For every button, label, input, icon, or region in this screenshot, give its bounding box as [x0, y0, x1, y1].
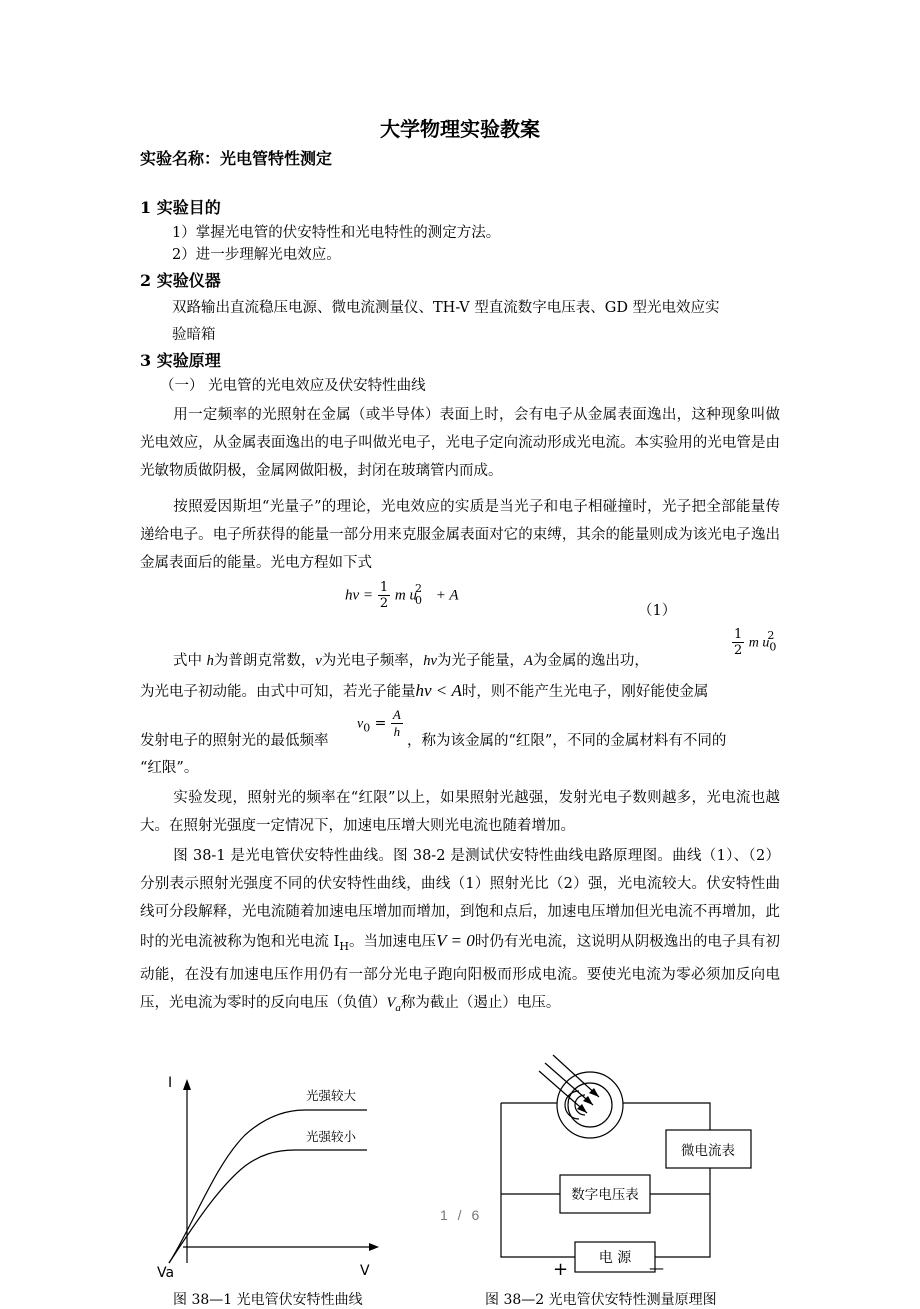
origin-label: Va: [157, 1265, 175, 1281]
negative-terminal-label: —: [649, 1259, 664, 1277]
x-axis-label: V: [360, 1263, 370, 1279]
curve-strong-label: 光强较大: [306, 1088, 357, 1103]
purpose-item-1: 1）掌握光电管的伏安特性和光电特性的测定方法。: [172, 225, 501, 241]
positive-terminal-label: +: [553, 1259, 569, 1280]
section-heading-instruments: 2 实验仪器: [140, 271, 221, 290]
y-axis-arrow: [183, 1079, 191, 1090]
paragraph-einstein: 按照爱因斯坦“光量子”的理论，光电效应的实质是当光子和电子相碰撞时，光子把全部能量传递给电子。电子所获得的能量一部分用来克服金属表面对它的束缚，其余的能量则成为该光电子逸出金属表面后的能量。光电方程如下式: [140, 499, 780, 572]
section-heading-principle: 3 实验原理: [140, 351, 221, 370]
paragraph-symbols-line-1: 式中 h为普朗克常数，ν为光电子频率，hν为光子能量，A为金属的逸出功，: [173, 653, 649, 669]
figure-2-caption: 图 38—2 光电管伏安特性测量原理图: [485, 1292, 717, 1308]
power-supply-label: 电 源: [598, 1250, 632, 1266]
wire-top-right: [623, 1103, 710, 1130]
experiment-name: 实验名称：光电管特性测定: [140, 149, 333, 168]
figure-iv-curve: [135, 1065, 395, 1300]
red-limit-formula: $\nu_0$ = $\frac{A}{h}$: [357, 707, 401, 739]
page-number: 1 / 6: [440, 1207, 483, 1223]
paragraph-photoelectric-effect: 用一定频率的光照射在金属（或半导体）表面上时，会有电子从金属表面逸出，这种现象叫做光电效应，从金属表面逸出的电子叫做光电子，光电子定向流动形成光电流。本实验用的光电管是由光敏物质做阴极，金属网做阳极，封闭在玻璃管内而成。: [140, 407, 780, 480]
paragraph-experiment-finding: 实验发现，照射光的频率在“红限”以上，如果照射光越强，发射光电子数则越多，光电流也越大。在照射光强度一定情况下，加速电压增大则光电流也随着增加。: [140, 790, 780, 835]
x-axis-arrow: [369, 1243, 379, 1251]
page-title: 大学物理实验教案: [380, 117, 540, 141]
figure-circuit: [495, 1045, 765, 1285]
equation-number: （1）: [638, 603, 677, 619]
y-axis-label: I: [168, 1075, 173, 1091]
instruments-line-2: 验暗箱: [172, 327, 216, 343]
phototube-cathode: [575, 1095, 585, 1115]
paragraph-symbols-line-3b: ，称为该金属的“红限”，不同的金属材料有不同的: [407, 733, 727, 749]
equation-photoelectric: hν = $\frac{1}{2}$ m $u_0^2 + A$: [345, 580, 459, 611]
micro-ammeter-label: 微电流表: [681, 1143, 735, 1159]
section-heading-purpose: 1 实验目的: [140, 198, 221, 217]
kinetic-energy-term: $\frac{1}{2}$ m $u_0^2$: [734, 627, 777, 658]
wire-right: [655, 1168, 710, 1257]
paragraph-figure-explanation: 图 38-1 是光电管伏安特性曲线。图 38-2 是测试伏安特性曲线电路原理图。曲线（1）、（2）分别表示照射光强度不同的伏安特性曲线，曲线（1）照射光比（2）强，光电流较大。伏安特性曲线可分段解释，光电流随着加速电压增加而增加，到饱和点后，加速电压增加但光电流不再增加，此时的光电流被称为饱和光电流 $I_H$。当加速电压V = 0时仍有光电流，这说明从阴极逸出的电子具有初动能，在没有加速电压作用仍有一部分光电子跑向阳极而形成电流。要使光电流为零必须加反向电压，光电流为零时的反向电压（负值）$V_a$称为截止（遏止）电压。: [140, 848, 781, 1014]
principle-subheading: （一） 光电管的光电效应及伏安特性曲线: [160, 378, 426, 394]
purpose-item-2: 2）进一步理解光电效应。: [172, 247, 341, 263]
voltmeter-label: 数字电压表: [571, 1187, 639, 1203]
instruments-line-1: 双路输出直流稳压电源、微电流测量仪、TH-V 型直流数字电压表、GD 型光电效应实: [172, 300, 720, 316]
curve-weak-label: 光强较小: [306, 1129, 357, 1144]
paragraph-symbols-line-3: 发射电子的照射光的最低频率: [140, 733, 329, 749]
figure-1-caption: 图 38—1 光电管伏安特性曲线: [173, 1292, 363, 1308]
paragraph-symbols-line-2: 为光电子初动能。由式中可知，若光子能量hν < A时，则不能产生光电子，刚好能使金属: [140, 681, 709, 700]
paragraph-symbols-line-4: “红限”。: [140, 760, 199, 776]
